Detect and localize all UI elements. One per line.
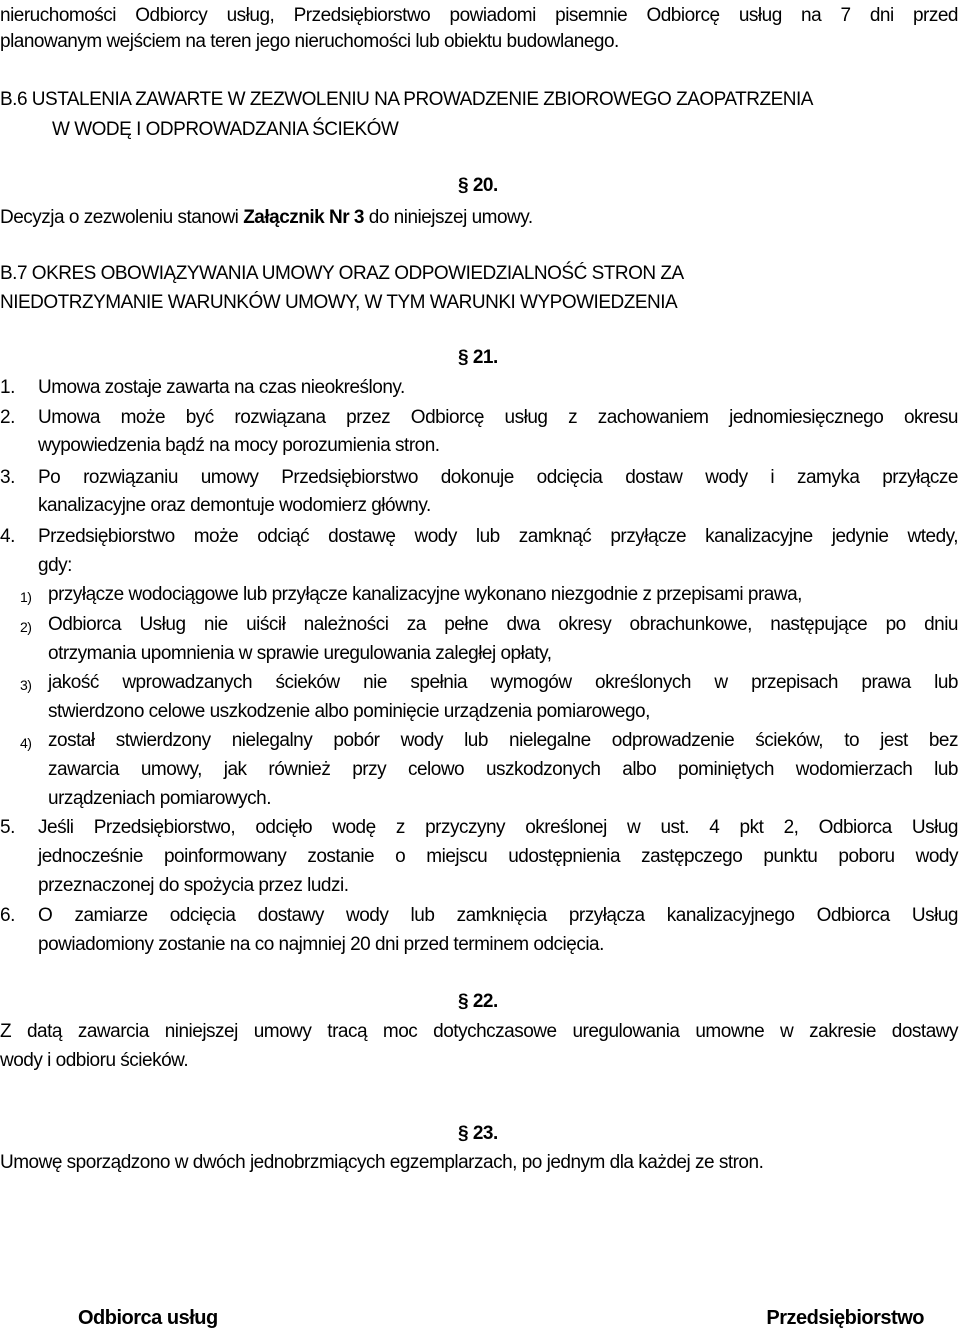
item-number: 3. — [0, 467, 15, 488]
attachment-ref: Załącznik Nr 3 — [243, 207, 364, 228]
item-text: jednocześnie poinformowany zostanie o miejscu udostępnienia zastępczego punktu poboru wody — [38, 846, 958, 867]
item-text: gdy: — [38, 555, 72, 576]
item-text: przeznaczonej do spożycia przez ludzi. — [38, 875, 349, 896]
subitem-text: stwierdzono celowe uszkodzenie albo pominięcie urządzenia pomiarowego, — [48, 701, 650, 722]
subitem-text: urządzeniach pomiarowych. — [48, 788, 272, 809]
section-heading-b7: NIEDOTRZYMANIE WARUNKÓW UMOWY, W TYM WARUNKI WYPOWIEDZENIA — [0, 292, 678, 313]
subitem-text: jakość wprowadzanych ścieków nie spełnia wymogów określonych w przepisach prawa lub — [48, 672, 958, 693]
item-text: O zamiarze odcięcia dostawy wody lub zamknięcia przyłącza kanalizacyjnego Odbiorca Usług — [38, 905, 958, 926]
subitem-number: 1) — [20, 589, 32, 605]
section-heading-b6: W WODĘ I ODPROWADZANIA ŚCIEKÓW — [52, 119, 399, 140]
subitem-text: otrzymania upomnienia w sprawie uregulowania zaległej opłaty, — [48, 643, 552, 664]
intro-line: planowanym wejściem na teren jego nieruchomości lub obiektu budowlanego. — [0, 31, 619, 52]
section-heading-b7: B.7 OKRES OBOWIĄZYWANIA UMOWY ORAZ ODPOWIEDZIALNOŚĆ STRON ZA — [0, 263, 684, 284]
item-number: 1. — [0, 377, 15, 398]
paragraph-text — [0, 206, 533, 230]
section-heading-b6: B.6 USTALENIA ZAWARTE W ZEZWOLENIU NA PROWADZENIE ZBIOROWEGO ZAOPATRZENIA — [0, 89, 813, 110]
paragraph-text: Umowę sporządzono w dwóch jednobrzmiących egzemplarzach, po jednym dla każdej ze stron. — [0, 1152, 764, 1173]
paragraph-number: § 21. — [458, 347, 498, 368]
subitem-number: 4) — [20, 735, 32, 751]
item-text: Przedsiębiorstwo może odciąć dostawę wody lub zamknąć przyłącze kanalizacyjne jedynie wtedy, — [38, 526, 958, 547]
intro-line: nieruchomości Odbiorcy usług, Przedsiębiorstwo powiadomi pisemnie Odbiorcę usług na 7 dni przed — [0, 5, 958, 26]
item-text: Umowa zostaje zawarta na czas nieokreślony. — [38, 377, 405, 398]
paragraph-text: Z datą zawarcia niniejszej umowy tracą moc dotychczasowe uregulowania umowne w zakresie dostawy — [0, 1021, 958, 1042]
paragraph-number: § 20. — [458, 175, 498, 196]
paragraph-number: § 23. — [458, 1123, 498, 1144]
item-text: Umowa może być rozwiązana przez Odbiorcę usług z zachowaniem jednomiesięcznego okresu — [38, 407, 958, 428]
subitem-text: Odbiorca Usług nie uiścił należności za pełne dwa okresy obrachunkowe, następujące po dniu — [48, 614, 958, 635]
subitem-number: 3) — [20, 677, 32, 693]
subitem-text: przyłącze wodociągowe lub przyłącze kanalizacyjne wykonano niezgodnie z przepisami prawa, — [48, 584, 802, 605]
item-number: 6. — [0, 905, 15, 926]
text: Decyzja o zezwoleniu stanowi — [0, 207, 244, 228]
subitem-text: został stwierdzony nielegalny pobór wody lub nielegalne odprowadzenie ścieków, to jest bez — [48, 730, 958, 751]
signature-label-client: Odbiorca usług — [78, 1307, 218, 1329]
paragraph-text: wody i odbioru ścieków. — [0, 1050, 189, 1071]
item-number: 5. — [0, 817, 15, 838]
subitem-text: zawarcia umowy, jak również przy celowo uszkodzonych albo pominiętych wodomierzach lub — [48, 759, 958, 780]
item-text: wypowiedzenia bądź na mocy porozumienia stron. — [38, 435, 440, 456]
subitem-number: 2) — [20, 619, 32, 635]
item-text: Jeśli Przedsiębiorstwo, odcięło wodę z przyczyny określonej w ust. 4 pkt 2, Odbiorca Usług — [38, 817, 958, 838]
paragraph-number: § 22. — [458, 991, 498, 1012]
item-text: powiadomiony zostanie na co najmniej 20 dni przed terminem odcięcia. — [38, 934, 604, 955]
item-text: Po rozwiązaniu umowy Przedsiębiorstwo dokonuje odcięcia dostaw wody i zamyka przyłącze — [38, 467, 958, 488]
item-number: 4. — [0, 526, 15, 547]
item-number: 2. — [0, 407, 15, 428]
text: do niniejszej umowy. — [363, 207, 533, 228]
item-text: kanalizacyjne oraz demontuje wodomierz główny. — [38, 495, 431, 516]
signature-label-company: Przedsiębiorstwo — [766, 1307, 924, 1329]
